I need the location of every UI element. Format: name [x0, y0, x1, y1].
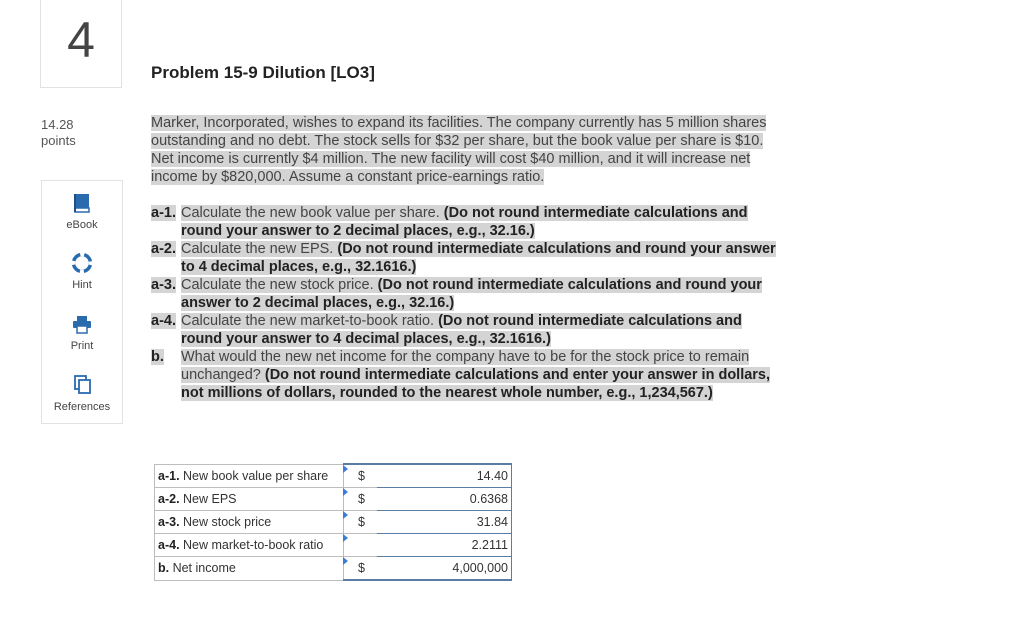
question-label: a-3. [151, 277, 176, 293]
answer-label: a-1. New book value per share [155, 464, 344, 488]
question-number-box [40, 0, 122, 88]
answer-flag-icon [343, 488, 348, 496]
references-icon [72, 375, 92, 395]
answer-label: a-2. New EPS [155, 488, 344, 511]
hint-label: Hint [72, 279, 92, 291]
problem-title: Problem 15-9 Dilution [LO3] [151, 63, 375, 82]
answer-input[interactable]: 2.2111 [377, 534, 512, 557]
answer-table [154, 463, 512, 581]
printer-icon [72, 314, 92, 334]
answer-flag-icon [343, 557, 348, 565]
question-text: What would the new net income for the company have to be for the stock price to remain unchanged? [181, 349, 750, 383]
lifebuoy-icon [72, 253, 92, 273]
answer-flag-icon [343, 511, 348, 519]
answer-flag-icon [343, 465, 348, 473]
question-text: Calculate the new market-to-book ratio. [181, 313, 439, 329]
question-label: b. [151, 349, 164, 365]
question-label: a-1. [151, 205, 176, 221]
answer-label: b. Net income [155, 557, 344, 581]
currency-cell: $ [344, 488, 378, 511]
currency-cell [344, 534, 378, 557]
print-button[interactable] [42, 314, 122, 352]
question-number: 4 [67, 11, 95, 68]
table-row [155, 488, 512, 511]
answer-input[interactable]: 0.6368 [377, 488, 512, 511]
table-row [155, 464, 512, 488]
question-label: a-4. [151, 313, 176, 329]
currency-cell: $ [344, 464, 378, 488]
ebook-icon [72, 193, 92, 213]
answer-label: a-4. New market-to-book ratio [155, 534, 344, 557]
answer-flag-icon [343, 534, 348, 542]
question-list [151, 204, 776, 402]
ebook-button[interactable] [42, 193, 122, 231]
question-text: Calculate the new book value per share. [181, 205, 444, 221]
question-item [151, 348, 776, 402]
question-text: Calculate the new EPS. [181, 241, 338, 257]
table-row [155, 557, 512, 581]
problem-statement [151, 114, 775, 186]
answer-input[interactable]: 31.84 [377, 511, 512, 534]
currency-cell: $ [344, 511, 378, 534]
question-instruction: (Do not round intermediate calculations and round your answer to 4 decimal places, e.g., 32.1616.) [181, 313, 742, 347]
question-label: a-2. [151, 241, 176, 257]
answer-label: a-3. New stock price [155, 511, 344, 534]
question-instruction: (Do not round intermediate calculations and round your answer to 2 decimal places, e.g., 32.16.) [181, 205, 748, 239]
table-row [155, 534, 512, 557]
problem-paragraph: Marker, Incorporated, wishes to expand its facilities. The company currently has 5 million shares outstanding and no debt. The stock sells for $32 per share, but the book value per share is $10. Net income is currently $4 million. The new facility will cost $40 million, and it will increase net income by $820,000. Assume a constant price-earnings ratio. [151, 115, 767, 185]
hint-button[interactable] [42, 253, 122, 291]
question-instruction: (Do not round intermediate calculations and round your answer to 4 decimal places, e.g., 32.1616.) [181, 241, 776, 275]
question-text: Calculate the new stock price. [181, 277, 378, 293]
currency-cell: $ [344, 557, 378, 581]
points-value: 14.28 [41, 117, 74, 132]
question-item [151, 204, 776, 240]
question-item [151, 276, 776, 312]
ebook-label: eBook [66, 219, 98, 231]
references-label: References [53, 401, 111, 413]
question-item [151, 240, 776, 276]
tools-panel [41, 180, 123, 424]
answer-input[interactable]: 14.40 [377, 464, 512, 488]
question-item [151, 312, 776, 348]
answer-input[interactable]: 4,000,000 [377, 557, 512, 581]
references-button[interactable] [42, 375, 122, 413]
print-label: Print [70, 340, 94, 352]
points-info [41, 117, 76, 149]
question-instruction: (Do not round intermediate calculations and round your answer to 2 decimal places, e.g., 32.16.) [181, 277, 762, 311]
table-row [155, 511, 512, 534]
question-instruction: (Do not round intermediate calculations and enter your answer in dollars, not millions of dollars, rounded to the nearest whole number, e.g., 1,234,567.) [181, 367, 771, 401]
points-label: points [41, 133, 76, 148]
